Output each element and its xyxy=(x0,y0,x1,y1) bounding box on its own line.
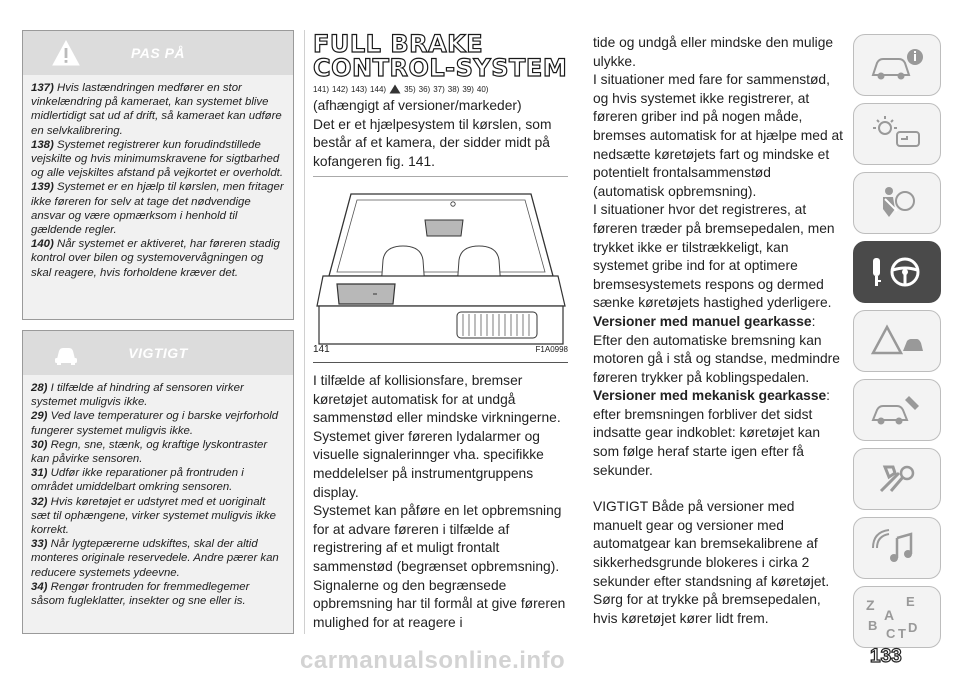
car-service-icon xyxy=(867,390,927,430)
tab-car-info[interactable] xyxy=(853,34,941,96)
tab-starting-driving[interactable] xyxy=(853,241,941,303)
key-steering-wheel-icon xyxy=(867,252,927,292)
note-item: 32) Hvis køretøjet er udstyret med et uoriginalt sæt til ophængene, virker systemet muligvis ikke korrekt. xyxy=(31,495,276,537)
note-item: 139) Systemet er en hjælp til kørslen, men fritager ikke føreren for selv at tage det nødvendige ansvar og være opmærksom i henhold til gældende regler. xyxy=(31,181,284,237)
multimedia-icon xyxy=(867,528,927,568)
svg-text:E: E xyxy=(906,594,915,609)
main-body-text: I tilfælde af kollisionsfare, bremser køretøjet automatisk for at undgå sammenstød eller mindske virkningerne. Systemet giver føreren lydalarmer og visuelle signalerinnger vha. specifikke meddelelser på instrumentgruppens display. Systemet kan påføre en let opbremsning for at advare føreren i tilfælde af registrering af et muligt frontalt sammenstød (begrænset opbremsning). Signalerne og den begrænsede opbremsning har til formål at give føreren mulighed for at reagere i xyxy=(313,373,566,630)
note-item: 137) Hvis lastændringen medfører en stor vinkelændring på kameraet, kan systemet blive midlertidigt sat ud af drift, så kameraet kan udføre en selvkalibrering. xyxy=(31,82,282,137)
tab-technical-data[interactable] xyxy=(853,448,941,510)
note-item: 33) Når lygtepærerne udskiftes, skal der altid monteres originale reservedele. Andre pærer kan reducere systemets ydeevne. xyxy=(31,538,279,579)
section-title-line1: FULL BRAKE xyxy=(313,30,484,58)
figure-caption xyxy=(313,344,568,355)
note-item: 28) I tilfælde af hindring af sensoren virker systemet muligvis ikke. xyxy=(31,382,244,409)
tab-safety[interactable] xyxy=(853,172,941,234)
chapter-tabs xyxy=(853,34,941,655)
subheading-mechanical: Versioner med mekanisk gearkasse xyxy=(593,388,827,404)
page-number: 133 xyxy=(870,646,902,667)
watermark: carmanualsonline.info xyxy=(300,647,566,674)
svg-text:B: B xyxy=(868,618,878,633)
car-attention-icon xyxy=(51,339,81,367)
important-box-body xyxy=(23,375,293,614)
note-item: 29) Ved lave temperaturer og i barske vejrforhold fungerer systemet muligvis ikke. xyxy=(31,410,279,437)
figure-camera-illustration xyxy=(313,176,568,356)
note-item: 31) Udfør ikke reparationer på frontruden i området umiddelbart omkring sensoren. xyxy=(31,467,244,494)
tab-multimedia[interactable] xyxy=(853,517,941,579)
warning-box-body xyxy=(23,75,293,286)
svg-text:D: D xyxy=(908,620,918,635)
tab-maintenance[interactable] xyxy=(853,379,941,441)
warning-box-header xyxy=(23,31,293,75)
note-item: 138) Systemet registrerer kun forudindstillede vejskilte og hvis minimumskravene for sigtbarhed og alle vejskiltes afstand på vejkortet er overholdt. xyxy=(31,138,283,180)
warning-box xyxy=(22,30,294,320)
important-box-title: VIGTIGT xyxy=(128,345,188,361)
airbag-safety-icon xyxy=(867,183,927,223)
car-info-icon xyxy=(867,45,927,85)
intro-text: (afhængigt af versioner/markeder) Det er et hjælpesystem til kørslen, som består af et kamera, der sidder midt på kofangeren fig. 141. xyxy=(313,98,552,169)
important-box xyxy=(22,330,294,634)
tools-icon xyxy=(867,459,927,499)
section-header xyxy=(313,32,575,171)
reference-list: 141) 142) 143) 144) 35) 36) 37) 38) 39) 40) xyxy=(313,84,489,94)
tab-emergency[interactable] xyxy=(853,310,941,372)
alphabetical-index-icon xyxy=(862,594,932,640)
svg-text:T: T xyxy=(898,626,906,640)
column-divider xyxy=(304,30,305,634)
tab-index[interactable] xyxy=(853,586,941,648)
warning-triangle-icon xyxy=(867,321,927,361)
figure-code: F1A0998 xyxy=(535,345,568,354)
note-item: 34) Rengør frontruden for fremmedlegemer såsom fugleklatter, insekter og sne eller is. xyxy=(31,580,250,608)
note-item: 30) Regn, sne, stænk, og kraftige lyskontraster kan påvirke sensoren. xyxy=(31,438,268,466)
tab-dashboard-lights[interactable] xyxy=(853,103,941,165)
figure-caption-rule xyxy=(313,362,568,363)
important-box-header xyxy=(23,331,293,375)
svg-text:C: C xyxy=(886,626,896,640)
svg-text:Z: Z xyxy=(866,597,875,613)
right-body-text: tide og undgå eller mindske den mulige ulykke. I situationer med fare for sammenstød, og hvis systemet ikke registrerer, at føreren griber ind på nogen måde, bremses automatisk for at hjælpe med at nedsætte køretøjets fart og mindske et potentielt frontalsammenstød (automatisk opbremsning). I situationer hvor det registreres, at føreren træder på bremsepedalen, men trykket ikke er tilstrækkeligt, kan systemet gribe ind for at optimere bremsesystemets respons og dermed sænke køretøjets hastighed yderligere. Versioner med manuel gearkasse: Efter den automatiske bremsning kan motoren gå i stå og standse, medmindre føreren trykker på koblingspedalen. Versioner med mekanisk gearkasse: efter bremsningen forbliver det sidst indsatte gear indkoblet: køretøjet kan som følge heraf starte igen efter få sekunder. VIGTIGT Både på versioner med manuelt gear og versioner med automatgear kan bremsekalibrene af sikkerhedsgrunde blokeres i cirka 2 sekunder efter standsning af køretøjet. Sørg for at trykke på bremsepedalen, hvis køretøjet kører lidt frem. xyxy=(593,35,843,626)
svg-text:A: A xyxy=(884,607,895,623)
subheading-manual: Versioner med manuel gearkasse xyxy=(593,313,812,329)
warning-box-title: PAS PÅ xyxy=(130,45,186,61)
warning-triangle-icon xyxy=(51,39,81,67)
figure-number: 141 xyxy=(313,344,330,355)
dashboard-lights-icon xyxy=(867,114,927,154)
warning-triangle-icon xyxy=(389,84,401,94)
note-item: 140) Når systemet er aktiveret, har føreren stadig kontrol over bilen og systemovervågningen og skal reagere, hvis forholdene kræver det. xyxy=(31,238,280,279)
section-title-line2: CONTROL-SYSTEM xyxy=(313,54,568,82)
